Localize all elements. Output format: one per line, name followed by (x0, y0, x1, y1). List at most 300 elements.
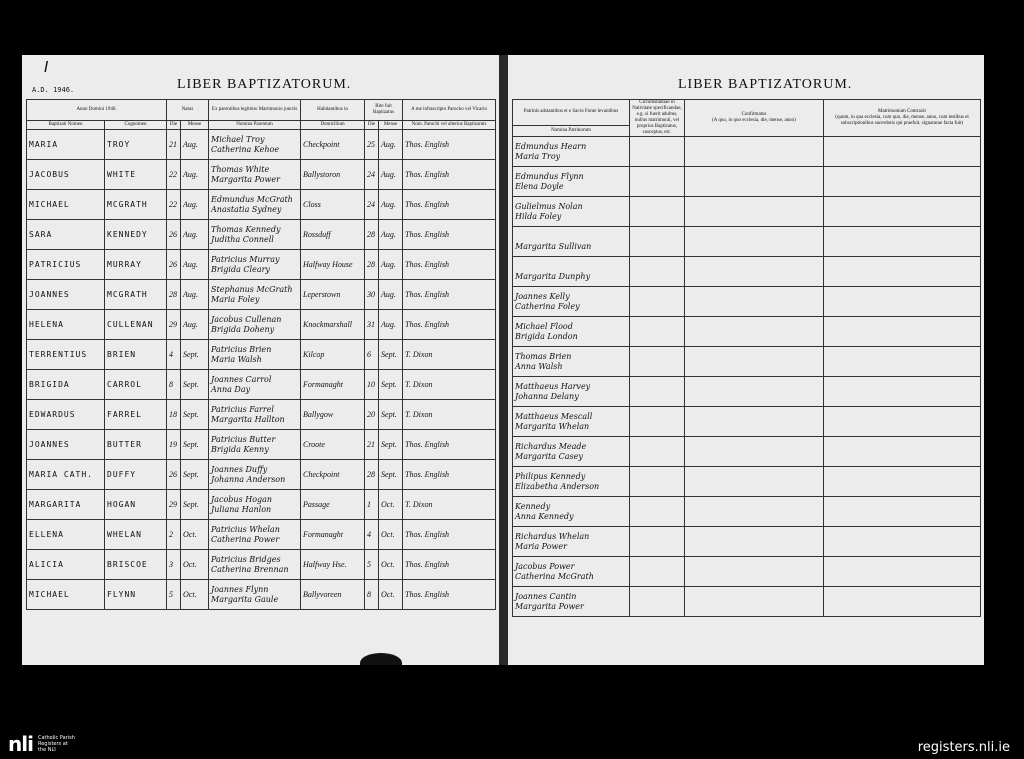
birth-month: Sept. (181, 370, 209, 400)
sponsors-names-line: Elena Doyle (515, 181, 564, 191)
birth-month: Aug. (181, 280, 209, 310)
sponsors-names-line: Anna Walsh (515, 361, 563, 371)
circumstances-cell (630, 497, 685, 527)
left-page (22, 55, 499, 665)
surname: TROY (105, 130, 167, 160)
birth-month: Aug. (181, 130, 209, 160)
parents-names-line: Jacobus Hogan (211, 494, 273, 504)
circumstances-cell (630, 467, 685, 497)
baptism-month: Oct. (379, 490, 403, 520)
sponsors-names-line: Gulielmus Nolan (515, 201, 583, 211)
table-row (27, 130, 496, 160)
circumstances-cell (630, 197, 685, 227)
parents-names-line: Margarita Gaule (211, 594, 279, 604)
baptized-name: JACOBUS (27, 160, 105, 190)
table-row (27, 550, 496, 580)
confirmation-cell (685, 377, 824, 407)
table-row (27, 220, 496, 250)
table-row (27, 160, 496, 190)
col-die-baptism: Die (365, 121, 379, 130)
circumstances-cell (630, 167, 685, 197)
birth-day: 8 (167, 370, 181, 400)
baptized-name: SARA (27, 220, 105, 250)
baptism-month: Aug. (379, 220, 403, 250)
residence: Leperstown (301, 280, 365, 310)
volume-mark: I (44, 58, 49, 76)
matrimonium-header (824, 100, 981, 137)
baptism-day: 6 (365, 340, 379, 370)
table-row (27, 400, 496, 430)
residence: Knockmarshall (301, 310, 365, 340)
confirmation-cell (685, 197, 824, 227)
sponsors-names-line: Edmundus Hearn (515, 141, 587, 151)
parents-names-line: Patricius Brien (211, 344, 272, 354)
residence: Croote (301, 430, 365, 460)
parents-names (209, 340, 301, 370)
birth-month: Sept. (181, 400, 209, 430)
baptized-name: MARIA (27, 130, 105, 160)
surname: BRIEN (105, 340, 167, 370)
baptized-name: BRIGIDA (27, 370, 105, 400)
baptism-day: 24 (365, 190, 379, 220)
parents-names-line: Edmundus McGrath (211, 194, 293, 204)
sponsors-names (513, 587, 630, 617)
sponsors-names-line: Johanna Delany (515, 391, 579, 401)
baptism-month: Oct. (379, 550, 403, 580)
book-gutter (499, 55, 508, 665)
surname: BRISCOE (105, 550, 167, 580)
birth-day: 28 (167, 280, 181, 310)
ritus-header: Rite fuit Baptizatus (365, 100, 403, 121)
sponsors-names-line: Richardus Whelan (515, 531, 590, 541)
circumstances-cell (630, 257, 685, 287)
baptism-month: Sept. (379, 340, 403, 370)
baptism-day: 8 (365, 580, 379, 610)
birth-day: 26 (167, 220, 181, 250)
parents-names (209, 400, 301, 430)
patrini-header: Patrinis adstantibus et e Sacro Fonte levantibus (513, 100, 630, 126)
logo-line-3: the NLI (37, 747, 56, 753)
parents-header: Ex parentibus legitimo Matrimonio junctis (209, 100, 301, 121)
parents-names-line: Catherina Brennan (211, 564, 289, 574)
habitantibus-header: Habitantibus in (301, 100, 365, 121)
surname: MCGRATH (105, 280, 167, 310)
parents-names (209, 430, 301, 460)
sponsors-names-line: Richardus Meade (515, 441, 587, 451)
sponsors-names (513, 377, 630, 407)
sponsors-names-line: Thomas Brien (515, 351, 572, 361)
parents-names-line: Anna Day (211, 384, 251, 394)
circumstances-cell (630, 437, 685, 467)
parents-names-line: Juditha Connell (211, 234, 274, 244)
priest-name: Thos. English (403, 130, 496, 160)
priest-name: T. Dixon (403, 370, 496, 400)
birth-day: 21 (167, 130, 181, 160)
priest-name: T. Dixon (403, 400, 496, 430)
confirmation-cell (685, 557, 824, 587)
marriage-cell (824, 197, 981, 227)
sponsors-names-line: Michael Flood (515, 321, 573, 331)
baptism-month: Aug. (379, 250, 403, 280)
surname: KENNEDY (105, 220, 167, 250)
sponsors-names-line: Catherina Foley (515, 301, 580, 311)
marriage-cell (824, 497, 981, 527)
left-page-title: LIBER BAPTIZATORUM. (177, 77, 352, 92)
sponsors-names (513, 347, 630, 377)
sponsors-names (513, 167, 630, 197)
marriage-cell (824, 557, 981, 587)
baptized-name: MICHAEL (27, 580, 105, 610)
parents-names (209, 220, 301, 250)
parents-names-line: Maria Foley (211, 294, 260, 304)
table-row (513, 407, 981, 437)
circumstances-cell (630, 347, 685, 377)
sponsors-names (513, 437, 630, 467)
table-row (513, 287, 981, 317)
surname: WHELAN (105, 520, 167, 550)
right-page-title: LIBER BAPTIZATORUM. (678, 77, 853, 92)
priest-name: Thos. English (403, 160, 496, 190)
parents-names-line: Catherina Power (211, 534, 280, 544)
birth-day: 26 (167, 460, 181, 490)
table-row (513, 527, 981, 557)
parents-names-line: Margarita Hallton (211, 414, 285, 424)
circumstances-cell (630, 287, 685, 317)
sponsors-names-line: Brigida London (515, 331, 578, 341)
natus-header: Natus (167, 100, 209, 121)
marriage-cell (824, 287, 981, 317)
baptism-day: 4 (365, 520, 379, 550)
parents-names-line: Johanna Anderson (211, 474, 286, 484)
priest-name: Thos. English (403, 580, 496, 610)
baptism-month: Sept. (379, 400, 403, 430)
residence: Halfway House (301, 250, 365, 280)
baptism-day: 10 (365, 370, 379, 400)
confirmation-cell (685, 257, 824, 287)
baptism-month: Aug. (379, 310, 403, 340)
confirmation-cell (685, 287, 824, 317)
baptized-name: ELLENA (27, 520, 105, 550)
baptism-month: Aug. (379, 280, 403, 310)
surname: CARROL (105, 370, 167, 400)
parents-names-line: Joannes Flynn (211, 584, 269, 594)
baptism-month: Aug. (379, 130, 403, 160)
baptism-day: 25 (365, 130, 379, 160)
confirmatus-label: Confirmatus (741, 112, 767, 117)
baptism-day: 20 (365, 400, 379, 430)
baptized-name: PATRICIUS (27, 250, 105, 280)
priest-name: Thos. English (403, 190, 496, 220)
birth-day: 5 (167, 580, 181, 610)
parents-names (209, 580, 301, 610)
birth-month: Sept. (181, 430, 209, 460)
surname: HOGAN (105, 490, 167, 520)
nli-logo-text (38, 735, 75, 753)
parents-names-line: Thomas White (211, 164, 270, 174)
baptism-day: 1 (365, 490, 379, 520)
parents-names-line: Stephanus McGrath (211, 284, 293, 294)
residence: Checkpoint (301, 130, 365, 160)
col-parochus: Nom. Parochi vel alterius Baptizantis (403, 121, 496, 130)
confirmation-cell (685, 467, 824, 497)
circumstances-cell (630, 227, 685, 257)
marriage-cell (824, 527, 981, 557)
marriage-cell (824, 317, 981, 347)
baptism-day: 28 (365, 460, 379, 490)
sponsors-names (513, 557, 630, 587)
table-row (513, 227, 981, 257)
marriage-cell (824, 377, 981, 407)
birth-day: 18 (167, 400, 181, 430)
table-row (27, 340, 496, 370)
table-row (513, 437, 981, 467)
table-row (513, 317, 981, 347)
table-row (27, 520, 496, 550)
table-row (27, 580, 496, 610)
parents-names-line: Brigida Cleary (211, 264, 270, 274)
birth-day: 2 (167, 520, 181, 550)
priest-name: T. Dixon (403, 490, 496, 520)
table-row (513, 347, 981, 377)
residence: Halfway Hse. (301, 550, 365, 580)
confirmation-cell (685, 497, 824, 527)
parents-names-line: Anastatia Sydney (211, 204, 282, 214)
marriage-cell (824, 257, 981, 287)
baptism-month: Aug. (379, 160, 403, 190)
baptized-name: MICHAEL (27, 190, 105, 220)
priest-name: Thos. English (403, 430, 496, 460)
parents-names-line: Maria Walsh (211, 354, 262, 364)
baptized-name: JOANNES (27, 280, 105, 310)
matrimonium-label: Matrimonium Contraxit (878, 109, 926, 114)
baptism-month: Sept. (379, 460, 403, 490)
sponsors-names (513, 227, 630, 257)
baptized-name: MARIA CATH. (27, 460, 105, 490)
parents-names-line: Juliana Hanlon (211, 504, 272, 514)
confirmatus-sub-label: (A quo, in quo ecclesia, die, mense, anno) (712, 118, 796, 123)
parents-names-line: Thomas Kennedy (211, 224, 281, 234)
sponsors-names-line: Anna Kennedy (515, 511, 574, 521)
parents-names-line: Patricius Bridges (211, 554, 281, 564)
circumstances-cell (630, 317, 685, 347)
baptism-day: 5 (365, 550, 379, 580)
year-mark: A.D. 1946. (32, 86, 75, 94)
confirmation-cell (685, 407, 824, 437)
marriage-cell (824, 587, 981, 617)
confirmation-cell (685, 587, 824, 617)
sponsors-names-line: Matthaeus Harvey (515, 381, 591, 391)
parents-names-line: Patricius Farrel (211, 404, 274, 414)
birth-day: 19 (167, 430, 181, 460)
surname: MCGRATH (105, 190, 167, 220)
circumstances-cell (630, 407, 685, 437)
table-row (27, 490, 496, 520)
residence: Formanaght (301, 520, 365, 550)
birth-day: 22 (167, 160, 181, 190)
sponsors-names-line: Edmundus Flynn (515, 171, 584, 181)
table-row (513, 587, 981, 617)
table-row (27, 430, 496, 460)
parents-names-line: Jacobus Cullenan (211, 314, 282, 324)
birth-month: Sept. (181, 490, 209, 520)
sponsors-register-table (512, 99, 981, 617)
table-row (513, 197, 981, 227)
parents-names (209, 490, 301, 520)
priest-name: T. Dixon (403, 340, 496, 370)
parents-names (209, 130, 301, 160)
circumstantiae-header: Circumstantiae in Nativitate specificandae, e.g. si fuerit adultus, nullus matrimonii, vel proprius Baptizatus, susceptus, etc. (630, 100, 685, 137)
table-row (27, 250, 496, 280)
sponsors-names-line: Elizabetha Anderson (515, 481, 600, 491)
nli-logo (8, 732, 75, 756)
table-row (27, 370, 496, 400)
baptism-register-table (26, 99, 496, 610)
parents-names (209, 190, 301, 220)
table-row (27, 190, 496, 220)
baptism-month: Oct. (379, 520, 403, 550)
confirmatus-header (685, 100, 824, 137)
parents-names (209, 310, 301, 340)
residence: Ballyvoreen (301, 580, 365, 610)
sponsors-names-line: Maria Power (515, 541, 567, 551)
residence: Kilcop (301, 340, 365, 370)
parents-names-line: Patricius Butter (211, 434, 276, 444)
sponsors-names-line: Kennedy (515, 501, 551, 511)
baptized-name: MARGARITA (27, 490, 105, 520)
sponsors-names (513, 257, 630, 287)
residence: Closs (301, 190, 365, 220)
logo-line-2: Registers at (37, 741, 68, 747)
col-mense: Mense (181, 121, 209, 130)
logo-line-1: Catholic Parish (37, 735, 75, 741)
birth-month: Sept. (181, 460, 209, 490)
priest-name: Thos. English (403, 280, 496, 310)
surname: DUFFY (105, 460, 167, 490)
birth-month: Oct. (181, 520, 209, 550)
sponsors-names (513, 527, 630, 557)
table-row (27, 460, 496, 490)
sponsors-names (513, 467, 630, 497)
parents-names (209, 370, 301, 400)
surname: WHITE (105, 160, 167, 190)
registers-url[interactable]: registers.nli.ie (917, 740, 1010, 755)
parents-names-line: Patricius Whelan (211, 524, 280, 534)
baptism-day: 30 (365, 280, 379, 310)
table-row (513, 167, 981, 197)
table-row (27, 280, 496, 310)
parents-names (209, 160, 301, 190)
surname: FLYNN (105, 580, 167, 610)
circumstances-cell (630, 377, 685, 407)
col-nomina-parentum: Nomina Parentum (209, 121, 301, 130)
residence: Formanaght (301, 370, 365, 400)
priest-name: Thos. English (403, 250, 496, 280)
marriage-cell (824, 167, 981, 197)
ink-blot (360, 653, 402, 665)
surname: BUTTER (105, 430, 167, 460)
parents-names (209, 460, 301, 490)
priest-name: Thos. English (403, 220, 496, 250)
priest-name: Thos. English (403, 550, 496, 580)
col-baptizati: Baptizati Nomen (27, 121, 105, 130)
baptism-month: Sept. (379, 430, 403, 460)
sponsors-names-line: Philipus Kennedy (515, 471, 586, 481)
nli-logo-mark: nli (8, 732, 33, 756)
birth-day: 3 (167, 550, 181, 580)
birth-month: Sept. (181, 340, 209, 370)
parents-names-line: Catherina Kehoe (211, 144, 280, 154)
col-mense-baptism: Mense (379, 121, 403, 130)
priest-name: Thos. English (403, 520, 496, 550)
sponsors-names-line: Catherina McGrath (515, 571, 594, 581)
sponsors-names-line: Matthaeus Mescall (515, 411, 593, 421)
anno-header: Anno Domini 1946. (27, 100, 167, 121)
col-domicilium: Domicilium (301, 121, 365, 130)
confirmation-cell (685, 227, 824, 257)
residence: Ballygow (301, 400, 365, 430)
priest-name: Thos. English (403, 460, 496, 490)
birth-month: Oct. (181, 580, 209, 610)
confirmation-cell (685, 137, 824, 167)
sponsors-names-line: Margarita Power (515, 601, 584, 611)
birth-month: Oct. (181, 550, 209, 580)
birth-day: 22 (167, 190, 181, 220)
baptism-day: 28 (365, 220, 379, 250)
confirmation-cell (685, 437, 824, 467)
parents-names-line: Brigida Doheny (211, 324, 275, 334)
table-row (513, 137, 981, 167)
parents-names (209, 280, 301, 310)
col-nomina-patrinorum: Nomina Patrinorum (513, 125, 630, 136)
sponsors-names-line: Margarita Dunphy (515, 271, 591, 281)
sponsors-names-line: Joannes Cantin (515, 591, 577, 601)
surname: MURRAY (105, 250, 167, 280)
marriage-cell (824, 347, 981, 377)
birth-month: Aug. (181, 190, 209, 220)
marriage-cell (824, 137, 981, 167)
table-row (27, 310, 496, 340)
birth-month: Aug. (181, 250, 209, 280)
baptism-month: Sept. (379, 370, 403, 400)
parents-names-line: Michael Troy (211, 134, 265, 144)
confirmation-cell (685, 167, 824, 197)
parents-names-line: Margarita Power (211, 174, 280, 184)
circumstances-cell (630, 557, 685, 587)
baptized-name: HELENA (27, 310, 105, 340)
birth-month: Aug. (181, 160, 209, 190)
confirmation-cell (685, 527, 824, 557)
baptism-month: Aug. (379, 190, 403, 220)
residence: Checkpoint (301, 460, 365, 490)
residence: Ballystoron (301, 160, 365, 190)
baptized-name: JOANNES (27, 430, 105, 460)
birth-day: 29 (167, 490, 181, 520)
sponsors-names-line: Margarita Sullivan (515, 241, 592, 251)
parents-names (209, 250, 301, 280)
priest-name: Thos. English (403, 310, 496, 340)
sponsors-names (513, 137, 630, 167)
sponsors-names-line: Joannes Kelly (515, 291, 570, 301)
sponsors-names-line: Margarita Casey (515, 451, 583, 461)
matrimonium-sub-label: (quum, in qua ecclesia, cum quo, die, mense, anno, cum testibus et subscriptionibus sacerdotis qui praefuit, signaturae facta fuit) (835, 115, 969, 126)
sponsors-names-line: Maria Troy (515, 151, 561, 161)
table-row (513, 377, 981, 407)
baptized-name: EDWARDUS (27, 400, 105, 430)
baptized-name: TERRENTIUS (27, 340, 105, 370)
birth-day: 29 (167, 310, 181, 340)
right-page (508, 55, 984, 665)
circumstances-cell (630, 587, 685, 617)
